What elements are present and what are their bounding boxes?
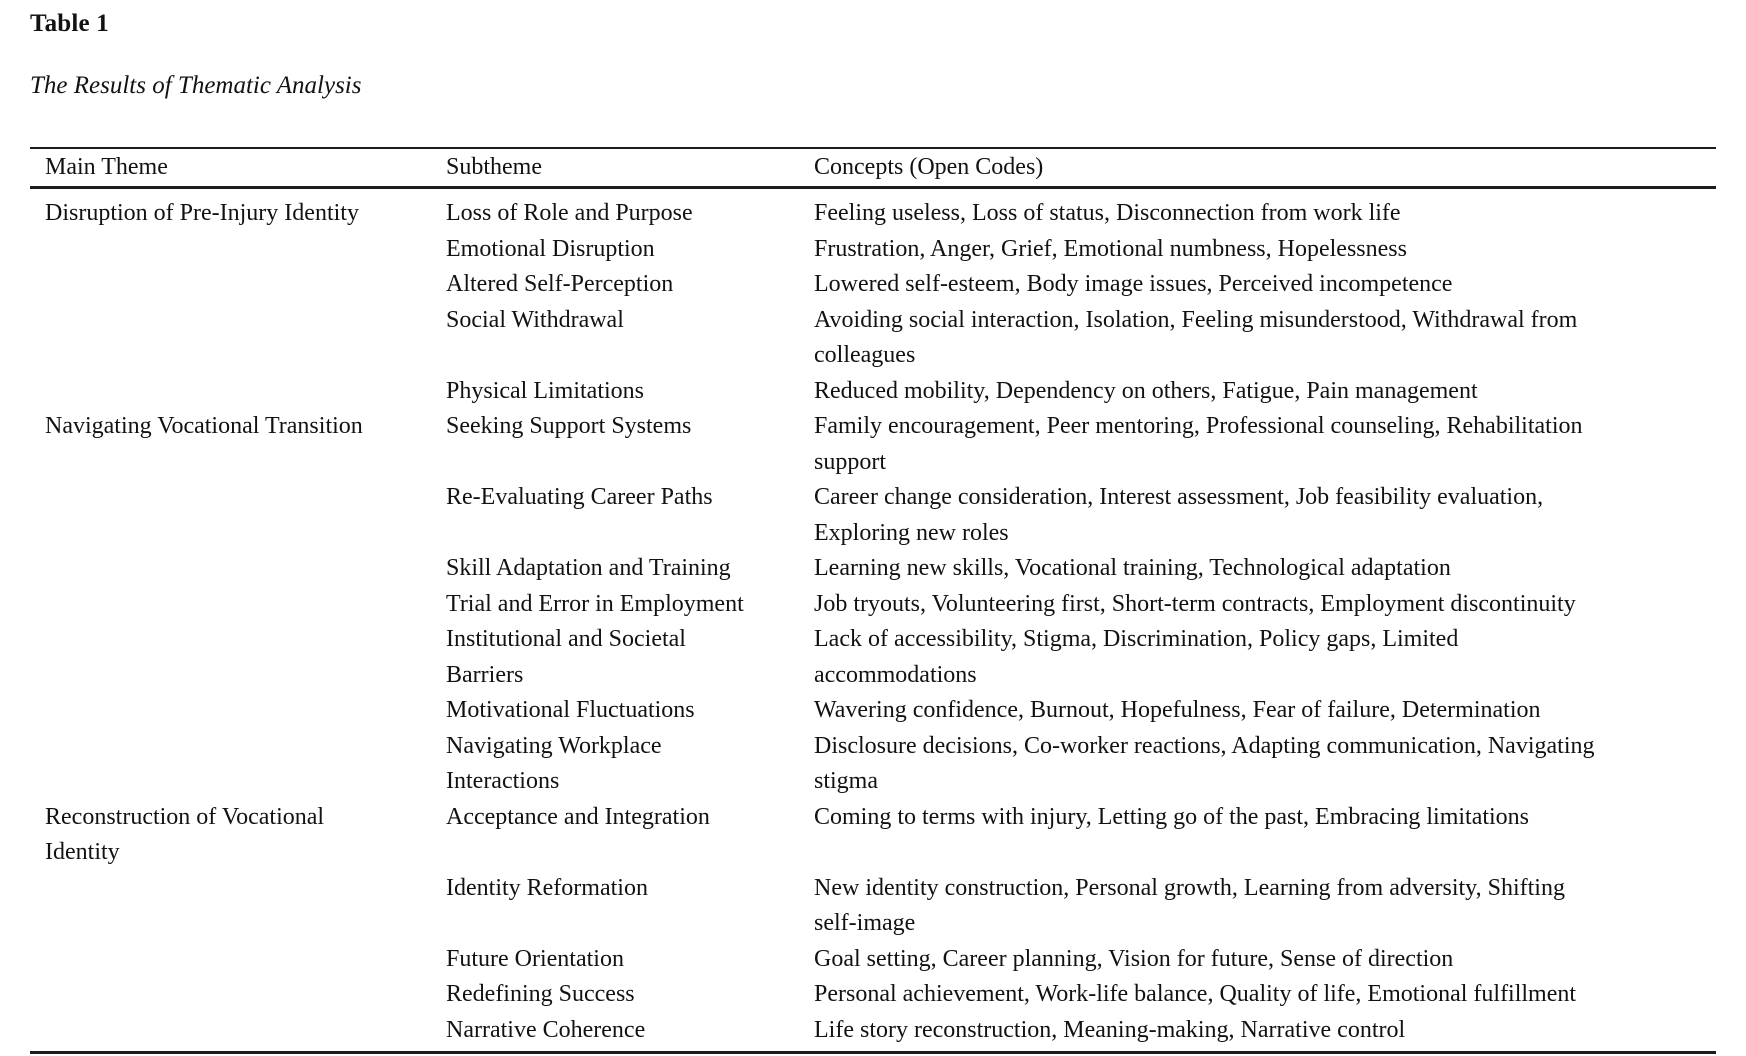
- concepts-cell: [798, 303, 1716, 374]
- main-theme-cell: [30, 303, 430, 374]
- main-theme-cell: [30, 942, 430, 978]
- cell-text-line: Barriers: [446, 661, 524, 688]
- table-row: [30, 1013, 1716, 1053]
- table-row: [30, 587, 1716, 623]
- cell-text-line: Reduced mobility, Dependency on others, Fatigue, Pain management: [814, 377, 1478, 404]
- column-header-subtheme: Subtheme: [430, 148, 798, 188]
- cell-text-line: Exploring new roles: [814, 519, 1009, 546]
- main-theme-cell: [30, 800, 430, 871]
- cell-text-line: Frustration, Anger, Grief, Emotional numbness, Hopelessness: [814, 235, 1407, 262]
- subtheme-cell: [430, 267, 798, 303]
- subtheme-cell: [430, 693, 798, 729]
- cell-text-line: accommodations: [814, 661, 977, 688]
- concepts-cell: [798, 729, 1716, 800]
- subtheme-cell: [430, 942, 798, 978]
- subtheme-cell: [430, 551, 798, 587]
- main-theme-cell: [30, 587, 430, 623]
- cell-text-line: Reconstruction of Vocational: [45, 803, 325, 830]
- table-row: [30, 977, 1716, 1013]
- cell-text-line: colleagues: [814, 342, 916, 368]
- table-row: [30, 622, 1716, 693]
- table-row: [30, 729, 1716, 800]
- main-theme-cell: [30, 871, 430, 942]
- cell-text-line: Avoiding social interaction, Isolation, Feeling misunderstood, Withdrawal from: [814, 306, 1578, 333]
- cell-text-line: Narrative Coherence: [446, 1016, 646, 1043]
- cell-text-line: Goal setting, Career planning, Vision for future, Sense of direction: [814, 945, 1454, 972]
- concepts-cell: [798, 188, 1716, 232]
- table-row: [30, 303, 1716, 374]
- table-row: [30, 188, 1716, 232]
- cell-text-line: Seeking Support Systems: [446, 413, 692, 439]
- subtheme-cell: [430, 188, 798, 232]
- cell-text-line: Interactions: [446, 768, 560, 794]
- cell-text-line: Loss of Role and Purpose: [446, 200, 693, 226]
- concepts-cell: [798, 232, 1716, 268]
- cell-text-line: Feeling useless, Loss of status, Disconnection from work life: [814, 200, 1401, 226]
- concepts-cell: [798, 942, 1716, 978]
- concepts-cell: [798, 480, 1716, 551]
- cell-text-line: Skill Adaptation and Training: [446, 555, 731, 581]
- main-theme-cell: [30, 480, 430, 551]
- main-theme-cell: [30, 232, 430, 268]
- cell-text-line: Job tryouts, Volunteering first, Short-term contracts, Employment discontinuity: [814, 590, 1576, 617]
- table-row: [30, 871, 1716, 942]
- concepts-cell: [798, 977, 1716, 1013]
- cell-text-line: Lowered self-esteem, Body image issues, Perceived incompetence: [814, 271, 1453, 297]
- header-row: [30, 148, 1716, 188]
- subtheme-cell: [430, 587, 798, 623]
- table-row: [30, 800, 1716, 871]
- cell-text-line: Physical Limitations: [446, 377, 644, 404]
- concepts-cell: [798, 693, 1716, 729]
- table-row: [30, 942, 1716, 978]
- main-theme-cell: [30, 409, 430, 480]
- subtheme-cell: [430, 409, 798, 480]
- concepts-cell: [798, 374, 1716, 410]
- thematic-analysis-table: [30, 147, 1716, 1054]
- main-theme-cell: [30, 729, 430, 800]
- concepts-cell: [798, 587, 1716, 623]
- main-theme-cell: [30, 693, 430, 729]
- cell-text-line: New identity construction, Personal growth, Learning from adversity, Shifting: [814, 874, 1565, 901]
- column-header-main-theme: Main Theme: [30, 148, 430, 188]
- table-row: [30, 374, 1716, 410]
- table-body: [30, 188, 1716, 1053]
- subtheme-cell: [430, 480, 798, 551]
- concepts-cell: [798, 409, 1716, 480]
- cell-text-line: Motivational Fluctuations: [446, 697, 695, 723]
- cell-text-line: Disruption of Pre-Injury Identity: [45, 200, 359, 226]
- table-row: [30, 551, 1716, 587]
- subtheme-cell: [430, 871, 798, 942]
- cell-text-line: Personal achievement, Work-life balance, Quality of life, Emotional fulfillment: [814, 981, 1577, 1007]
- cell-text-line: Career change consideration, Interest assessment, Job feasibility evaluation,: [814, 484, 1544, 510]
- cell-text-line: Redefining Success: [446, 981, 635, 1007]
- cell-text-line: Coming to terms with injury, Letting go of the past, Embracing limitations: [814, 803, 1530, 830]
- cell-text-line: support: [814, 448, 886, 475]
- concepts-cell: [798, 267, 1716, 303]
- cell-text-line: self-image: [814, 910, 916, 936]
- cell-text-line: Family encouragement, Peer mentoring, Professional counseling, Rehabilitation: [814, 413, 1583, 439]
- cell-text-line: Altered Self-Perception: [446, 271, 674, 297]
- main-theme-cell: [30, 551, 430, 587]
- cell-text-line: Navigating Workplace: [446, 732, 662, 759]
- table-title: The Results of Thematic Analysis: [30, 72, 362, 99]
- main-theme-cell: [30, 267, 430, 303]
- cell-text-line: Identity: [45, 839, 120, 865]
- cell-text-line: Re-Evaluating Career Paths: [446, 484, 713, 510]
- subtheme-cell: [430, 800, 798, 871]
- cell-text-line: Navigating Vocational Transition: [45, 413, 363, 439]
- concepts-cell: [798, 800, 1716, 871]
- subtheme-cell: [430, 622, 798, 693]
- cell-text-line: Learning new skills, Vocational training, Technological adaptation: [814, 555, 1451, 581]
- concepts-cell: [798, 551, 1716, 587]
- table-row: [30, 232, 1716, 268]
- cell-text-line: Disclosure decisions, Co-worker reactions, Adapting communication, Navigating: [814, 732, 1595, 759]
- main-theme-cell: [30, 977, 430, 1013]
- cell-text-line: Lack of accessibility, Stigma, Discrimination, Policy gaps, Limited: [814, 626, 1459, 652]
- subtheme-cell: [430, 729, 798, 800]
- concepts-cell: [798, 622, 1716, 693]
- cell-text-line: Social Withdrawal: [446, 306, 624, 333]
- main-theme-cell: [30, 622, 430, 693]
- cell-text-line: Life story reconstruction, Meaning-making, Narrative control: [814, 1016, 1406, 1043]
- subtheme-cell: [430, 1013, 798, 1053]
- cell-text-line: stigma: [814, 768, 878, 794]
- main-theme-cell: [30, 188, 430, 232]
- cell-text-line: Wavering confidence, Burnout, Hopefulness, Fear of failure, Determination: [814, 697, 1541, 723]
- table-row: [30, 480, 1716, 551]
- table-row: [30, 409, 1716, 480]
- cell-text-line: Trial and Error in Employment: [446, 590, 744, 617]
- cell-text-line: Institutional and Societal: [446, 626, 686, 652]
- cell-text-line: Identity Reformation: [446, 874, 648, 901]
- cell-text-line: Future Orientation: [446, 945, 624, 972]
- column-header-concepts: Concepts (Open Codes): [798, 148, 1716, 188]
- table-row: [30, 267, 1716, 303]
- cell-text-line: Acceptance and Integration: [446, 803, 710, 830]
- subtheme-cell: [430, 374, 798, 410]
- subtheme-cell: [430, 303, 798, 374]
- table-row: [30, 693, 1716, 729]
- subtheme-cell: [430, 232, 798, 268]
- cell-text-line: Emotional Disruption: [446, 235, 655, 262]
- main-theme-cell: [30, 1013, 430, 1053]
- concepts-cell: [798, 871, 1716, 942]
- concepts-cell: [798, 1013, 1716, 1053]
- main-theme-cell: [30, 374, 430, 410]
- table-number: Table 1: [30, 10, 109, 37]
- subtheme-cell: [430, 977, 798, 1013]
